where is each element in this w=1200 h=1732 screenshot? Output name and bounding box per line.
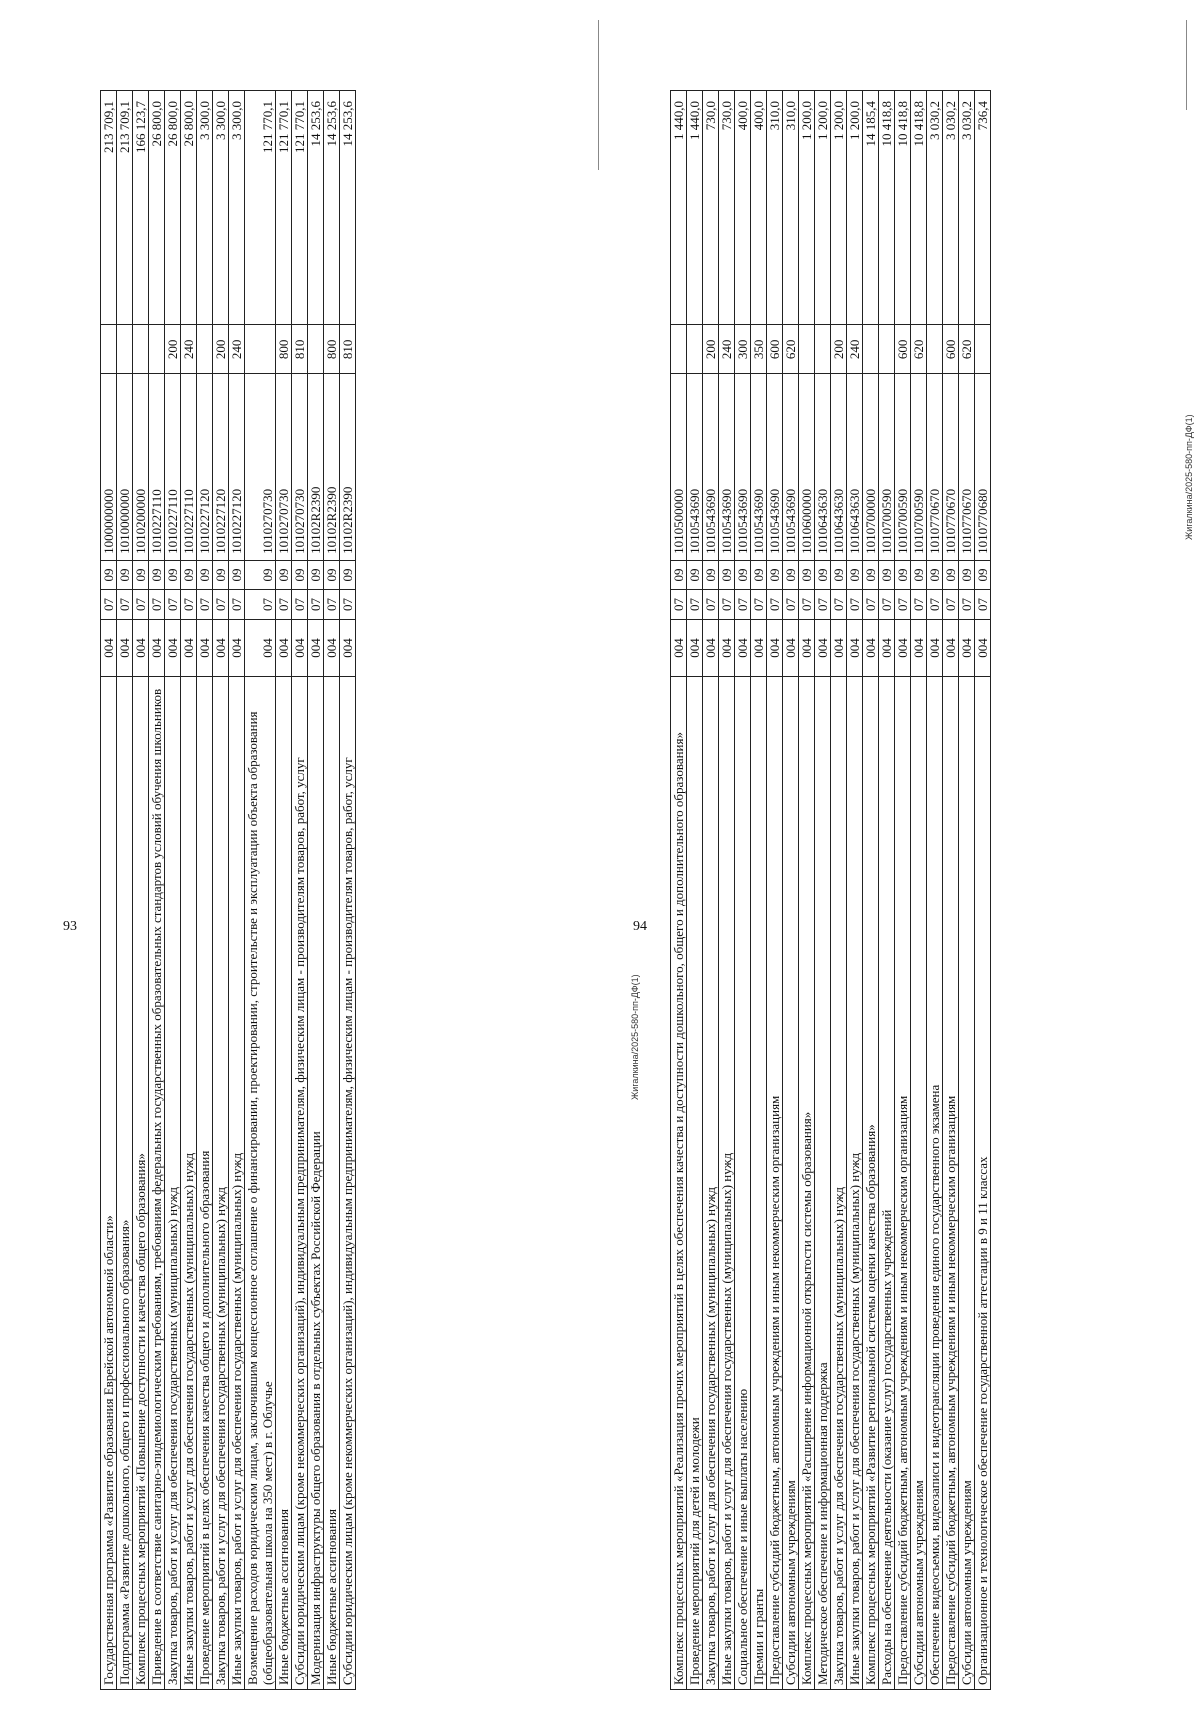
ministry-code-cell: 004 (671, 619, 687, 677)
amount-cell: 121 770,1 (276, 91, 292, 325)
subsection-code-cell: 09 (863, 560, 879, 589)
table-row (831, 91, 847, 1690)
expense-type-cell: 620 (911, 325, 927, 374)
expense-type-cell (975, 325, 991, 374)
ministry-code-cell: 004 (276, 619, 292, 677)
expense-name-cell: Методическое обеспечение и информационная поддержка (815, 677, 831, 1690)
table-row (101, 91, 117, 1690)
ministry-code-cell: 004 (324, 619, 340, 677)
target-article-cell: 10102R2390 (308, 374, 324, 560)
subsection-code-cell: 09 (165, 560, 181, 589)
ministry-code-cell: 004 (719, 619, 735, 677)
subsection-code-cell: 09 (276, 560, 292, 589)
subsection-code-cell: 09 (149, 560, 165, 589)
section-code-cell: 07 (943, 590, 959, 619)
subsection-code-cell: 09 (340, 560, 356, 589)
amount-cell: 3 030,2 (927, 91, 943, 325)
page-93 (63, 90, 630, 1690)
section-code-cell: 07 (767, 590, 783, 619)
subsection-code-cell: 09 (703, 560, 719, 589)
table-row (149, 91, 165, 1690)
expense-name-cell: Субсидии юридическим лицам (кроме некоммерческих организаций), индивидуальным предпринимателям, физическим лицам - производителям товаров, работ, услуг (340, 677, 356, 1690)
ministry-code-cell: 004 (181, 619, 197, 677)
expense-type-cell: 800 (324, 325, 340, 374)
subsection-code-cell: 09 (735, 560, 751, 589)
subsection-code-cell: 09 (719, 560, 735, 589)
amount-cell: 14 253,6 (308, 91, 324, 325)
table-row (799, 91, 815, 1690)
table-row (847, 91, 863, 1690)
table-row (815, 91, 831, 1690)
budget-table (670, 90, 991, 1690)
section-code-cell: 07 (165, 590, 181, 619)
subsection-code-cell: 09 (847, 560, 863, 589)
expense-name-cell: Приведение в соответствие санитарно-эпидемиологическим требованиям, требованиям федеральных государственных образовательных стандартов условий обучения школьников (149, 677, 165, 1690)
amount-cell: 1 440,0 (671, 91, 687, 325)
table-row (863, 91, 879, 1690)
expense-name-cell: Иные бюджетные ассигнования (276, 677, 292, 1690)
table-row (911, 91, 927, 1690)
expense-name-cell: Предоставление субсидий бюджетным, автономным учреждениям и иным некоммерческим организациям (895, 677, 911, 1690)
subsection-code-cell: 09 (783, 560, 799, 589)
ministry-code-cell: 004 (703, 619, 719, 677)
target-article-cell: 1000000000 (101, 374, 117, 560)
ministry-code-cell: 004 (927, 619, 943, 677)
amount-cell: 1 200,0 (831, 91, 847, 325)
section-code-cell: 07 (847, 590, 863, 619)
section-code-cell: 07 (815, 590, 831, 619)
table-row (165, 91, 181, 1690)
expense-type-cell (149, 325, 165, 374)
expense-type-cell (308, 325, 324, 374)
page-number: 94 (633, 919, 647, 934)
budget-table-body (101, 91, 356, 1690)
expense-type-cell (879, 325, 895, 374)
subsection-code-cell: 09 (799, 560, 815, 589)
expense-type-cell (117, 325, 133, 374)
expense-name-cell: Проведение мероприятий для детей и молодежи (687, 677, 703, 1690)
ministry-code-cell: 004 (149, 619, 165, 677)
target-article-cell: 1010227120 (197, 374, 213, 560)
ministry-code-cell: 004 (783, 619, 799, 677)
amount-cell: 10 418,8 (895, 91, 911, 325)
ministry-code-cell: 004 (735, 619, 751, 677)
expense-name-cell: Расходы на обеспечение деятельности (оказание услуг) государственных учреждений (879, 677, 895, 1690)
target-article-cell: 1010543690 (751, 374, 767, 560)
section-code-cell: 07 (863, 590, 879, 619)
section-code-cell: 07 (719, 590, 735, 619)
expense-type-cell: 240 (719, 325, 735, 374)
subsection-code-cell: 09 (308, 560, 324, 589)
subsection-code-cell: 09 (229, 560, 245, 589)
expense-type-cell: 800 (276, 325, 292, 374)
amount-cell: 1 440,0 (687, 91, 703, 325)
target-article-cell: 1010543690 (767, 374, 783, 560)
table-row (959, 91, 975, 1690)
expense-name-cell: Иные закупки товаров, работ и услуг для обеспечения государственных (муниципальных) нужд (847, 677, 863, 1690)
expense-type-cell: 600 (895, 325, 911, 374)
ministry-code-cell: 004 (863, 619, 879, 677)
amount-cell: 213 709,1 (101, 91, 117, 325)
section-code-cell: 07 (751, 590, 767, 619)
ministry-code-cell: 004 (687, 619, 703, 677)
ministry-code-cell: 004 (101, 619, 117, 677)
ministry-code-cell: 004 (879, 619, 895, 677)
section-code-cell: 07 (895, 590, 911, 619)
subsection-code-cell: 09 (245, 560, 276, 589)
amount-cell: 10 418,8 (879, 91, 895, 325)
expense-type-cell (815, 325, 831, 374)
expense-type-cell: 200 (213, 325, 229, 374)
table-row (197, 91, 213, 1690)
target-article-cell: 1010643630 (831, 374, 847, 560)
table-row (751, 91, 767, 1690)
amount-cell: 14 185,4 (863, 91, 879, 325)
expense-type-cell (197, 325, 213, 374)
ministry-code-cell: 004 (975, 619, 991, 677)
expense-type-cell (927, 325, 943, 374)
table-row (687, 91, 703, 1690)
target-article-cell: 1010270730 (276, 374, 292, 560)
subsection-code-cell: 09 (943, 560, 959, 589)
subsection-code-cell: 09 (213, 560, 229, 589)
target-article-cell: 1010770670 (943, 374, 959, 560)
expense-name-cell: Возмещение расходов юридическим лицам, заключившим концессионное соглашение о финансировании, проектировании, строительстве и эксплуатации объекта образования (общеобразовательная школа на 350 мест) в г. Облучье (245, 677, 276, 1690)
subsection-code-cell: 09 (751, 560, 767, 589)
subsection-code-cell: 09 (117, 560, 133, 589)
table-row (308, 91, 324, 1690)
section-code-cell: 07 (783, 590, 799, 619)
table-row (245, 91, 276, 1690)
section-code-cell: 07 (340, 590, 356, 619)
amount-cell: 1 200,0 (799, 91, 815, 325)
expense-type-cell (245, 325, 276, 374)
amount-cell: 26 800,0 (181, 91, 197, 325)
target-article-cell: 1010543690 (719, 374, 735, 560)
section-code-cell: 07 (101, 590, 117, 619)
expense-type-cell: 240 (847, 325, 863, 374)
subsection-code-cell: 09 (324, 560, 340, 589)
amount-cell: 121 770,1 (245, 91, 276, 325)
section-code-cell: 07 (197, 590, 213, 619)
document-footer: Жигалкина/2025-580-пп-ДФ(1) (630, 974, 640, 1100)
amount-cell: 14 253,6 (340, 91, 356, 325)
target-article-cell: 1010227120 (229, 374, 245, 560)
amount-cell: 3 030,2 (959, 91, 975, 325)
subsection-code-cell: 09 (927, 560, 943, 589)
scan-edge-line (1186, 20, 1187, 110)
subsection-code-cell: 09 (815, 560, 831, 589)
amount-cell: 1 200,0 (847, 91, 863, 325)
target-article-cell: 1010700590 (879, 374, 895, 560)
target-article-cell: 1010770670 (927, 374, 943, 560)
target-article-cell: 1010543690 (687, 374, 703, 560)
section-code-cell: 07 (149, 590, 165, 619)
page-number: 93 (63, 919, 77, 934)
subsection-code-cell: 09 (133, 560, 149, 589)
expense-name-cell: Организационное и технологическое обеспечение государственной аттестации в 9 и 11 классах (975, 677, 991, 1690)
expense-name-cell: Субсидии автономным учреждениям (959, 677, 975, 1690)
table-row (181, 91, 197, 1690)
section-code-cell: 07 (276, 590, 292, 619)
amount-cell: 166 123,7 (133, 91, 149, 325)
amount-cell: 3 300,0 (229, 91, 245, 325)
amount-cell: 400,0 (751, 91, 767, 325)
expense-type-cell: 810 (292, 325, 308, 374)
target-article-cell: 1010227120 (213, 374, 229, 560)
ministry-code-cell: 004 (959, 619, 975, 677)
target-article-cell: 1010543690 (703, 374, 719, 560)
target-article-cell: 1010643630 (847, 374, 863, 560)
target-article-cell: 1010600000 (799, 374, 815, 560)
target-article-cell: 10102R2390 (340, 374, 356, 560)
subsection-code-cell: 09 (911, 560, 927, 589)
amount-cell: 121 770,1 (292, 91, 308, 325)
ministry-code-cell: 004 (340, 619, 356, 677)
ministry-code-cell: 004 (943, 619, 959, 677)
expense-type-cell: 350 (751, 325, 767, 374)
expense-type-cell: 300 (735, 325, 751, 374)
ministry-code-cell: 004 (213, 619, 229, 677)
amount-cell: 730,0 (719, 91, 735, 325)
section-code-cell: 07 (831, 590, 847, 619)
target-article-cell: 1010770670 (959, 374, 975, 560)
expense-name-cell: Проведение мероприятий в целях обеспечения качества общего и дополнительного образования (197, 677, 213, 1690)
target-article-cell: 10102R2390 (324, 374, 340, 560)
subsection-code-cell: 09 (181, 560, 197, 589)
document-footer: Жигалкина/2025-580-пп-ДФ(1) (1184, 414, 1194, 540)
amount-cell: 26 800,0 (165, 91, 181, 325)
amount-cell: 3 300,0 (213, 91, 229, 325)
table-row (927, 91, 943, 1690)
section-code-cell: 07 (959, 590, 975, 619)
table-row (879, 91, 895, 1690)
ministry-code-cell: 004 (308, 619, 324, 677)
expense-name-cell: Субсидии юридическим лицам (кроме некоммерческих организаций), индивидуальным предпринимателям, физическим лицам - производителям товаров, работ, услуг (292, 677, 308, 1690)
ministry-code-cell: 004 (911, 619, 927, 677)
ministry-code-cell: 004 (799, 619, 815, 677)
table-row (943, 91, 959, 1690)
ministry-code-cell: 004 (292, 619, 308, 677)
ministry-code-cell: 004 (197, 619, 213, 677)
target-article-cell: 1010770680 (975, 374, 991, 560)
expense-type-cell (101, 325, 117, 374)
expense-name-cell: Иные закупки товаров, работ и услуг для обеспечения государственных (муниципальных) нужд (181, 677, 197, 1690)
expense-name-cell: Комплекс процессных мероприятий «Реализация прочих мероприятий в целях обеспечения качества и доступности дошкольного, общего и дополнительного образования» (671, 677, 687, 1690)
expense-type-cell: 600 (943, 325, 959, 374)
expense-name-cell: Закупка товаров, работ и услуг для обеспечения государственных (муниципальных) нужд (831, 677, 847, 1690)
section-code-cell: 07 (799, 590, 815, 619)
section-code-cell: 07 (308, 590, 324, 619)
amount-cell: 14 253,6 (324, 91, 340, 325)
expense-name-cell: Премии и гранты (751, 677, 767, 1690)
subsection-code-cell: 09 (895, 560, 911, 589)
scan-fold-line (598, 20, 599, 170)
expense-name-cell: Комплекс процессных мероприятий «Расширение информационной открытости системы образования» (799, 677, 815, 1690)
expense-type-cell: 240 (181, 325, 197, 374)
table-row (213, 91, 229, 1690)
section-code-cell: 07 (879, 590, 895, 619)
expense-name-cell: Предоставление субсидий бюджетным, автономным учреждениям и иным некоммерческим организациям (767, 677, 783, 1690)
ministry-code-cell: 004 (815, 619, 831, 677)
section-code-cell: 07 (245, 590, 276, 619)
ministry-code-cell: 004 (229, 619, 245, 677)
budget-table (100, 90, 356, 1690)
subsection-code-cell: 09 (975, 560, 991, 589)
section-code-cell: 07 (213, 590, 229, 619)
expense-name-cell: Субсидии автономным учреждениям (783, 677, 799, 1690)
ministry-code-cell: 004 (751, 619, 767, 677)
table-row (117, 91, 133, 1690)
subsection-code-cell: 09 (687, 560, 703, 589)
subsection-code-cell: 09 (292, 560, 308, 589)
target-article-cell: 1010643630 (815, 374, 831, 560)
target-article-cell: 1010500000 (671, 374, 687, 560)
amount-cell: 1 200,0 (815, 91, 831, 325)
expense-name-cell: Подпрограмма «Развитие дошкольного, общего и профессионального образования» (117, 677, 133, 1690)
target-article-cell: 1010000000 (117, 374, 133, 560)
amount-cell: 213 709,1 (117, 91, 133, 325)
target-article-cell: 1010543690 (735, 374, 751, 560)
table-row (340, 91, 356, 1690)
target-article-cell: 1010270730 (245, 374, 276, 560)
expense-type-cell (133, 325, 149, 374)
budget-table-body (671, 91, 991, 1690)
expense-type-cell (671, 325, 687, 374)
table-row (719, 91, 735, 1690)
section-code-cell: 07 (117, 590, 133, 619)
expense-name-cell: Закупка товаров, работ и услуг для обеспечения государственных (муниципальных) нужд (165, 677, 181, 1690)
section-code-cell: 07 (687, 590, 703, 619)
section-code-cell: 07 (292, 590, 308, 619)
expense-type-cell: 600 (767, 325, 783, 374)
amount-cell: 310,0 (767, 91, 783, 325)
ministry-code-cell: 004 (133, 619, 149, 677)
expense-type-cell: 200 (165, 325, 181, 374)
target-article-cell: 1010200000 (133, 374, 149, 560)
section-code-cell: 07 (911, 590, 927, 619)
expense-name-cell: Обеспечение видеосъемки, видеозаписи и видеотрансляции проведения единого государственного экзамена (927, 677, 943, 1690)
expense-name-cell: Иные закупки товаров, работ и услуг для обеспечения государственных (муниципальных) нужд (229, 677, 245, 1690)
amount-cell: 736,4 (975, 91, 991, 325)
amount-cell: 3 030,2 (943, 91, 959, 325)
table-row (783, 91, 799, 1690)
ministry-code-cell: 004 (767, 619, 783, 677)
table-row (735, 91, 751, 1690)
amount-cell: 26 800,0 (149, 91, 165, 325)
expense-type-cell: 240 (229, 325, 245, 374)
target-article-cell: 1010227110 (149, 374, 165, 560)
expense-type-cell (687, 325, 703, 374)
target-article-cell: 1010227110 (181, 374, 197, 560)
target-article-cell: 1010270730 (292, 374, 308, 560)
section-code-cell: 07 (133, 590, 149, 619)
section-code-cell: 07 (181, 590, 197, 619)
expense-type-cell: 200 (831, 325, 847, 374)
section-code-cell: 07 (735, 590, 751, 619)
expense-name-cell: Социальное обеспечение и иные выплаты населению (735, 677, 751, 1690)
table-row (671, 91, 687, 1690)
target-article-cell: 1010700000 (863, 374, 879, 560)
ministry-code-cell: 004 (117, 619, 133, 677)
ministry-code-cell: 004 (831, 619, 847, 677)
amount-cell: 310,0 (783, 91, 799, 325)
table-row (133, 91, 149, 1690)
ministry-code-cell: 004 (245, 619, 276, 677)
expense-type-cell (799, 325, 815, 374)
expense-name-cell: Иные бюджетные ассигнования (324, 677, 340, 1690)
table-row (895, 91, 911, 1690)
table-row (276, 91, 292, 1690)
table-row (975, 91, 991, 1690)
section-code-cell: 07 (229, 590, 245, 619)
subsection-code-cell: 09 (959, 560, 975, 589)
amount-cell: 3 300,0 (197, 91, 213, 325)
expense-name-cell: Модернизация инфраструктуры общего образования в отдельных субъектах Российской Федерации (308, 677, 324, 1690)
table-row (767, 91, 783, 1690)
section-code-cell: 07 (975, 590, 991, 619)
target-article-cell: 1010543690 (783, 374, 799, 560)
subsection-code-cell: 09 (831, 560, 847, 589)
expense-type-cell (863, 325, 879, 374)
expense-type-cell: 620 (959, 325, 975, 374)
section-code-cell: 07 (703, 590, 719, 619)
expense-name-cell: Государственная программа «Развитие образования Еврейской автономной области» (101, 677, 117, 1690)
section-code-cell: 07 (324, 590, 340, 619)
subsection-code-cell: 09 (671, 560, 687, 589)
expense-type-cell: 810 (340, 325, 356, 374)
table-row (703, 91, 719, 1690)
ministry-code-cell: 004 (847, 619, 863, 677)
subsection-code-cell: 09 (879, 560, 895, 589)
target-article-cell: 1010227110 (165, 374, 181, 560)
target-article-cell: 1010700590 (895, 374, 911, 560)
expense-name-cell: Комплекс процессных мероприятий «Развитие региональной системы оценки качества образования» (863, 677, 879, 1690)
expense-name-cell: Закупка товаров, работ и услуг для обеспечения государственных (муниципальных) нужд (213, 677, 229, 1690)
amount-cell: 10 418,8 (911, 91, 927, 325)
table-row (229, 91, 245, 1690)
expense-name-cell: Субсидии автономным учреждениям (911, 677, 927, 1690)
expense-name-cell: Иные закупки товаров, работ и услуг для обеспечения государственных (муниципальных) нужд (719, 677, 735, 1690)
expense-name-cell: Комплекс процессных мероприятий «Повышение доступности и качества общего образования» (133, 677, 149, 1690)
expense-name-cell: Закупка товаров, работ и услуг для обеспечения государственных (муниципальных) нужд (703, 677, 719, 1690)
section-code-cell: 07 (927, 590, 943, 619)
amount-cell: 400,0 (735, 91, 751, 325)
expense-name-cell: Предоставление субсидий бюджетным, автономным учреждениям и иным некоммерческим организациям (943, 677, 959, 1690)
target-article-cell: 1010700590 (911, 374, 927, 560)
subsection-code-cell: 09 (197, 560, 213, 589)
ministry-code-cell: 004 (895, 619, 911, 677)
ministry-code-cell: 004 (165, 619, 181, 677)
subsection-code-cell: 09 (767, 560, 783, 589)
subsection-code-cell: 09 (101, 560, 117, 589)
table-row (292, 91, 308, 1690)
table-row (324, 91, 340, 1690)
amount-cell: 730,0 (703, 91, 719, 325)
expense-type-cell: 620 (783, 325, 799, 374)
section-code-cell: 07 (671, 590, 687, 619)
expense-type-cell: 200 (703, 325, 719, 374)
